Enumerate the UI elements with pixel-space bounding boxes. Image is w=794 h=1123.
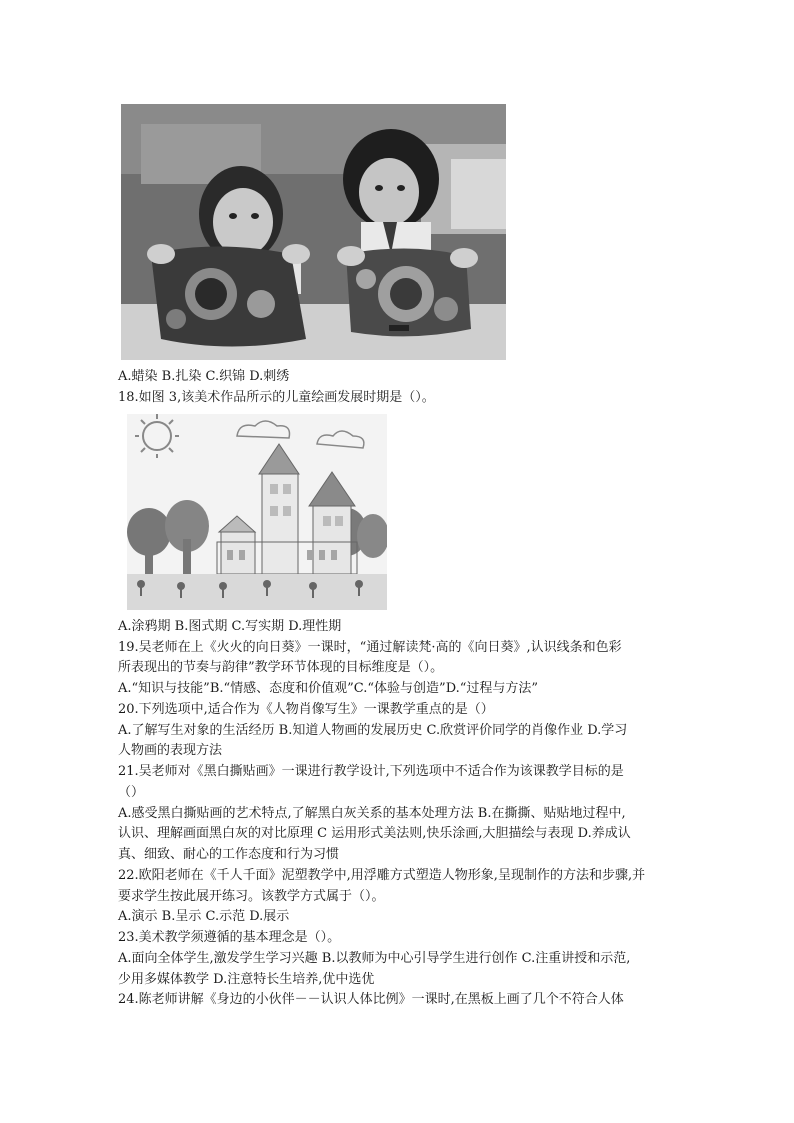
q17-options: A.蜡染 B.扎染 C.织锦 D.刺绣: [118, 369, 290, 384]
q21-question-line-2: （）: [118, 785, 145, 800]
q22-question-line-2: 要求学生按此展开练习。该教学方式属于（）。: [118, 889, 385, 904]
q22-options: A.演示 B.呈示 C.示范 D.展示: [118, 909, 290, 924]
q18-question: 18.如图 3,该美术作品所示的儿童绘画发展时期是（）。: [118, 390, 435, 405]
q24-question: 24.陈老师讲解《身边的小伙伴－－认识人体比例》一课时,在黑板上画了几个不符合人体: [118, 992, 624, 1007]
q21-options-line-1: A.感受黑白撕贴画的艺术特点,了解黑白灰关系的基本处理方法 B.在撕撕、贴贴地过程中,: [118, 806, 626, 821]
q21-question-line-1: 21.吴老师对《黑白撕贴画》一课进行教学设计,下列选项中不适合作为该课教学目标的是: [118, 764, 624, 779]
q19-question-line-1: 19.吴老师在上《火火的向日葵》一课时，“通过解读梵·高的《向日葵》,认识线条和色彩: [118, 640, 622, 655]
q20-question: 20.下列选项中,适合作为《人物肖像写生》一课教学重点的是（）: [118, 702, 494, 717]
q19-options: A.“知识与技能”B.“情感、态度和价值观”C.“体验与创造”D.“过程与方法”: [118, 681, 539, 696]
q19-question-line-2: 所表现出的节奏与韵律”教学环节体现的目标维度是（）。: [118, 660, 444, 675]
q23-options-line-2: 少用多媒体教学 D.注意特长生培养,优中选优: [118, 972, 375, 987]
q20-options-line-2: 人物画的表现方法: [118, 743, 223, 758]
tie-dye-photo: [121, 104, 506, 360]
q23-question: 23.美术教学须遵循的基本理念是（）。: [118, 930, 341, 945]
q18-options: A.涂鸦期 B.图式期 C.写实期 D.理性期: [118, 619, 342, 634]
q23-options-line-1: A.面向全体学生,激发学生学习兴趣 B.以教师为中心引导学生进行创作 C.注重讲授和示范,: [118, 951, 631, 966]
child-drawing-image: [127, 414, 387, 610]
q20-options-line-1: A.了解写生对象的生活经历 B.知道人物画的发展历史 C.欣赏评价同学的肖像作业 D.学习: [118, 723, 628, 738]
q21-options-line-3: 真、细致、耐心的工作态度和行为习惯: [118, 847, 340, 862]
q22-question-line-1: 22.欧阳老师在《千人千面》泥塑教学中,用浮雕方式塑造人物形象,呈现制作的方法和步骤,并: [118, 868, 646, 883]
q21-options-line-2: 认识、理解画面黑白灰的对比原理 C 运用形式美法则,快乐涂画,大胆描绘与表现 D.养成认: [118, 826, 631, 841]
